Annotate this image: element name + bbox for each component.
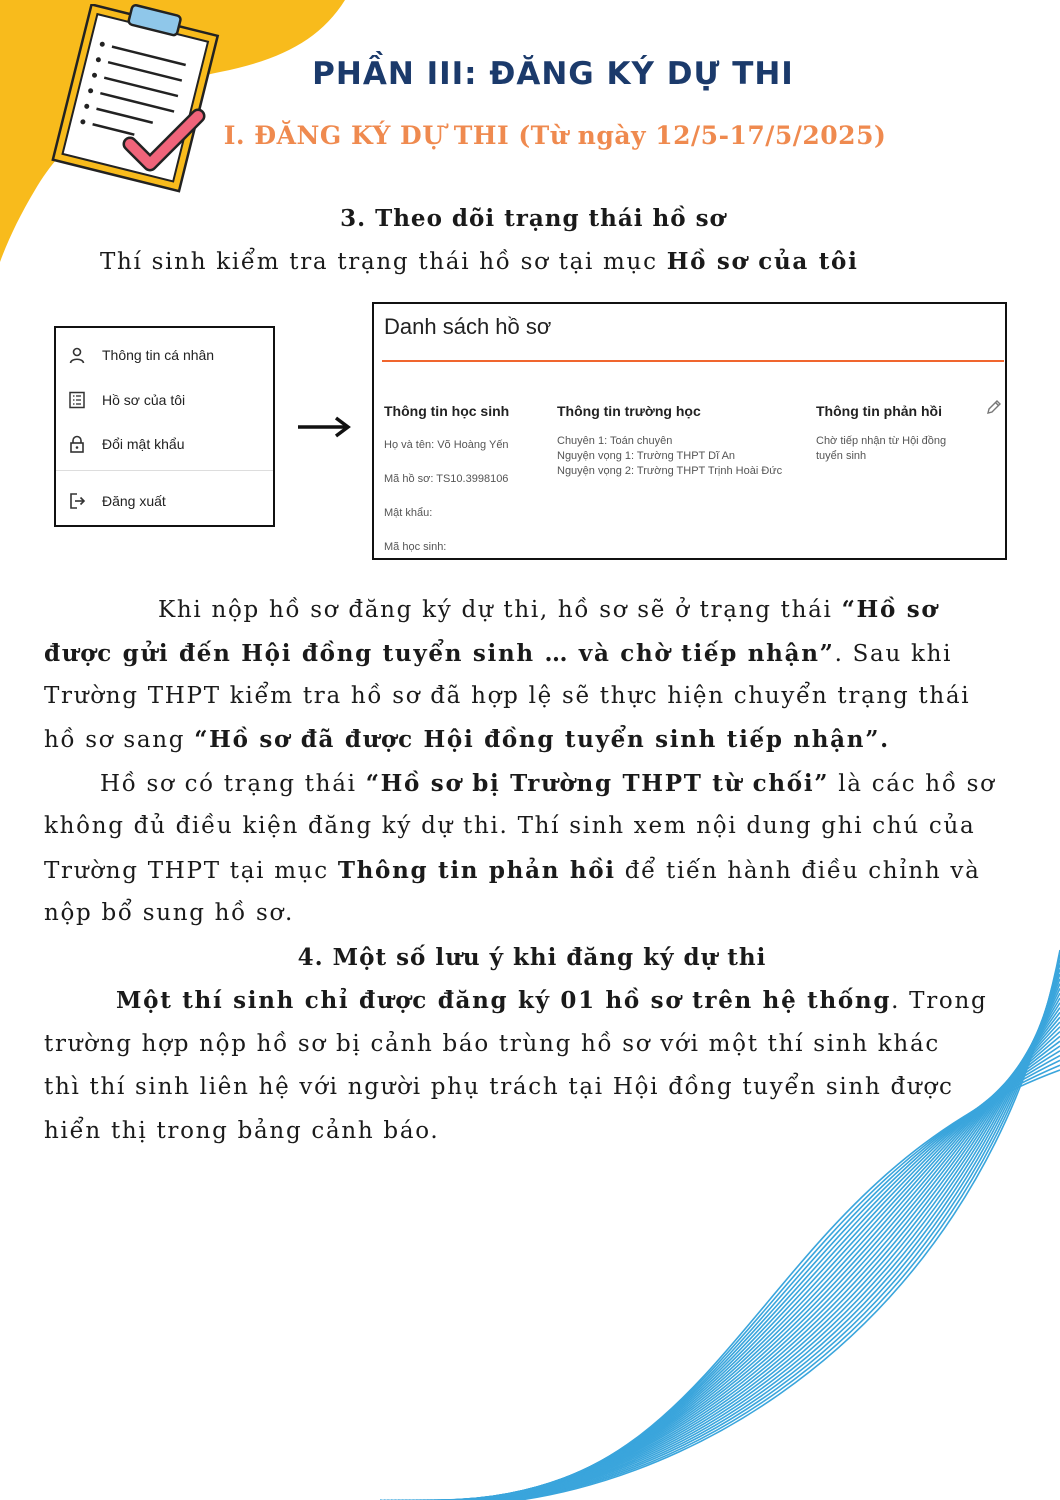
panel-title-underline (382, 360, 1004, 362)
menu-item-my-profile[interactable]: Hồ sơ của tôi (56, 385, 273, 415)
profile-list-panel (372, 302, 1007, 560)
school-info-header: Thông tin trường học (557, 403, 701, 419)
para2-line1: Hồ sơ có trạng thái “Hồ sơ bị Trường THPT từ chối” là các hồ sơ (100, 770, 996, 797)
part-title: PHẦN III: ĐĂNG KÝ DỰ THI (312, 56, 794, 92)
person-icon (68, 346, 86, 364)
wave-line (412, 993, 1060, 1500)
para2-line2: không đủ điều kiện đăng ký dự thi. Thí sinh xem nội dung ghi chú của (44, 813, 976, 839)
edit-pencil-icon[interactable] (986, 399, 1002, 415)
wave-line (470, 1070, 1060, 1500)
para2-line4: nộp bổ sung hồ sơ. (44, 900, 295, 926)
account-menu (54, 326, 275, 527)
panel-title: Danh sách hồ sơ (384, 314, 552, 339)
feedback-status-line1: Chờ tiếp nhận từ Hội đồng (816, 435, 947, 447)
logout-icon (68, 492, 86, 510)
school-wish-2: Nguyện vọng 2: Trường THPT Trịnh Hoài Đức (557, 465, 783, 477)
section4-line1: Một thí sinh chỉ được đăng ký 01 hồ sơ trên hệ thống. Trong (116, 987, 988, 1014)
specialty-choice: Chuyên 1: Toán chuyên (557, 435, 673, 447)
lock-icon (68, 435, 86, 453)
section4-line2: trường hợp nộp hồ sơ bị cảnh báo trùng hồ sơ với một thí sinh khác (44, 1031, 940, 1057)
student-name: Họ và tên: Võ Hoàng Yến (384, 439, 509, 451)
para1-line3: Trường THPT kiểm tra hồ sơ đã hợp lệ sẽ thực hiện chuyển trạng thái (44, 683, 971, 709)
para1-line4: hồ sơ sang “Hồ sơ đã được Hội đồng tuyển sinh tiếp nhận”. (44, 726, 890, 753)
section4-line3: thì thí sinh liên hệ với người phụ trách tại Hội đồng tuyển sinh được (44, 1074, 954, 1100)
section4-heading: 4. Một số lưu ý khi đăng ký dự thi (297, 944, 767, 971)
wave-line (441, 1032, 1060, 1500)
menu-item-change-password[interactable]: Đổi mật khẩu (56, 429, 273, 459)
student-id-label: Mã học sinh: (384, 541, 447, 553)
feedback-status-line2: tuyển sinh (816, 450, 867, 462)
password-field-label: Mật khẩu: (384, 507, 433, 519)
para1-line2: được gửi đến Hội đồng tuyển sinh … và chờ tiếp nhận”. Sau khi (44, 640, 953, 667)
menu-divider (56, 470, 273, 471)
section4-line4: hiển thị trong bảng cảnh báo. (44, 1118, 440, 1144)
wave-line (405, 984, 1060, 1500)
school-wish-1: Nguyện vọng 1: Trường THPT Dĩ An (557, 450, 736, 462)
wave-line (448, 1041, 1060, 1500)
feedback-info-header: Thông tin phản hồi (816, 403, 942, 419)
menu-item-personal-info[interactable]: Thông tin cá nhân (56, 340, 273, 370)
profile-code: Mã hồ sơ: TS10.3998106 (384, 473, 509, 485)
para2-line3: Trường THPT tại mục Thông tin phản hồi để tiến hành điều chỉnh và (44, 857, 981, 884)
section3-intro: Thí sinh kiểm tra trạng thái hồ sơ tại mục Hồ sơ của tôi (100, 248, 859, 275)
clipboard-checklist-icon (48, 4, 223, 194)
student-info-header: Thông tin học sinh (384, 403, 510, 419)
right-arrow-icon (296, 414, 354, 440)
decorative-wave-lines (360, 940, 1060, 1500)
section3-heading: 3. Theo dõi trạng thái hồ sơ (340, 205, 726, 232)
wave-line (445, 1036, 1060, 1500)
list-document-icon (68, 391, 86, 409)
menu-item-logout[interactable]: Đăng xuất (56, 486, 273, 516)
para1-line1: Khi nộp hồ sơ đăng ký dự thi, hồ sơ sẽ ở trạng thái “Hồ sơ (158, 596, 939, 623)
section-subtitle: I. ĐĂNG KÝ DỰ THI (Từ ngày 12/5-17/5/2025) (223, 121, 887, 150)
